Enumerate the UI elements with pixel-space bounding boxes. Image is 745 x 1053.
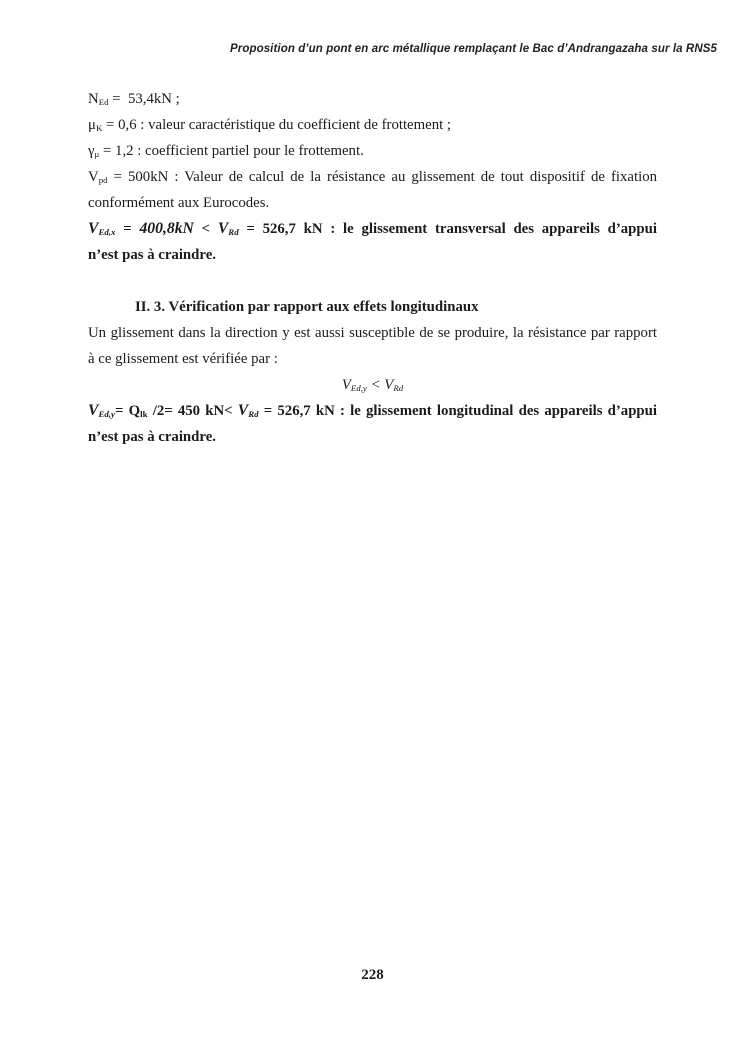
line-ved-x-2 <box>88 242 657 268</box>
symbol-mu: μ <box>88 117 96 133</box>
line-v-pd-text: = 500kN : Valeur de calcul de la résistance au glissement de tout dispositif de fixation <box>107 169 657 185</box>
running-header <box>88 43 717 55</box>
line-gamma-mu-text: = 1,2 : coefficient partiel pour le frottement. <box>99 143 364 159</box>
centered-formula <box>88 372 657 398</box>
line-ved-y-2 <box>88 424 657 450</box>
line-mu-k <box>88 112 657 138</box>
subscript-pd: pd <box>98 175 108 186</box>
formula-subscript-ed-y: Ed,y <box>350 383 367 394</box>
equals-sign: = <box>238 221 263 237</box>
formula-v: V <box>341 377 351 393</box>
math-v-rd: V <box>237 402 249 419</box>
header-title: Proposition d’un pont en arc métallique remplaçant le Bac d’Andrangazaha sur la RNS5 <box>229 43 717 55</box>
subscript-lk: lk <box>140 409 148 420</box>
subscript-rd: Rd <box>228 227 239 238</box>
formula-subscript-rd: Rd <box>393 383 404 394</box>
math-v-ed-y: V <box>88 402 99 419</box>
line-ved-y-2-text: n’est pas à craindre. <box>88 429 216 445</box>
blank-line <box>88 268 657 294</box>
equals-q: = Q <box>114 403 141 419</box>
line-ved-y-text: 526,7 kN : le glissement longitudinal des appareils d’appui <box>277 403 658 419</box>
section-heading-text: II. 3. Vérification par rapport aux effets longitudinaux <box>135 299 479 315</box>
symbol-n: N <box>88 91 99 107</box>
subscript-ed: Ed <box>98 97 109 108</box>
line-ved-x-1 <box>88 216 657 242</box>
line-glissement-1 <box>88 320 657 346</box>
line-v-pd-2 <box>88 190 657 216</box>
page-number-text: 228 <box>361 967 384 983</box>
less-than-sign: < <box>193 221 218 237</box>
symbol-v: V <box>88 169 99 185</box>
line-glissement-1-text: Un glissement dans la direction y est aussi susceptible de se produire, la résistance par rapport <box>88 325 657 341</box>
line-ved-y-1 <box>88 398 657 424</box>
line-gamma-mu <box>88 138 657 164</box>
subscript-mu: μ <box>94 149 100 160</box>
line-n-ed <box>88 86 657 112</box>
line-v-pd-1 <box>88 164 657 190</box>
math-value: 400,8kN <box>139 220 194 237</box>
equals-sign: = <box>115 221 140 237</box>
subscript-rd: Rd <box>248 409 259 420</box>
formula-v-rd: V <box>384 377 394 393</box>
math-v: V <box>88 220 99 237</box>
line-ved-x-text: 526,7 kN : le glissement transversal des appareils d’appui <box>262 221 657 237</box>
subscript-ed-y: Ed,y <box>98 409 115 420</box>
line-ved-y-mid: /2= 450 kN< <box>147 403 238 419</box>
line-glissement-2 <box>88 346 657 372</box>
page-content <box>88 86 657 450</box>
line-ved-x-2-text: n’est pas à craindre. <box>88 247 216 263</box>
equals-sign: = <box>258 403 278 419</box>
formula-less-than: < <box>366 377 385 393</box>
line-v-pd-2-text: conformément aux Eurocodes. <box>88 195 270 211</box>
math-v-rd: V <box>217 220 229 237</box>
page-number <box>88 967 657 984</box>
line-glissement-2-text: à ce glissement est vérifiée par : <box>88 351 278 367</box>
section-heading <box>88 294 657 320</box>
line-mu-k-text: = 0,6 : valeur caractéristique du coefficient de frottement ; <box>102 117 452 133</box>
symbol-gamma: γ <box>88 143 95 159</box>
subscript-k: K <box>95 123 103 134</box>
subscript-ed-x: Ed,x <box>98 227 116 238</box>
line-n-ed-text: = 53,4kN ; <box>108 91 180 107</box>
